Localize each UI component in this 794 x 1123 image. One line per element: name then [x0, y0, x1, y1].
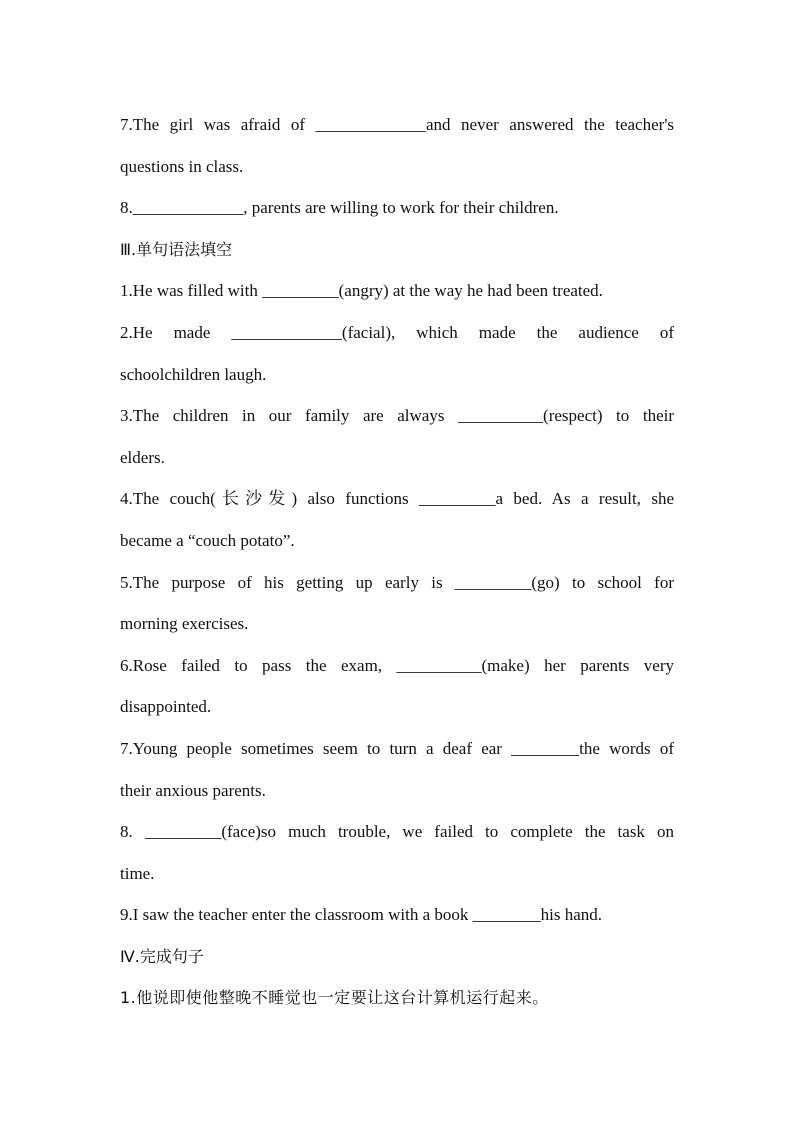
section-4-heading: Ⅳ.完成句子 [120, 946, 204, 966]
question-7-line-2: questions in class. [120, 156, 244, 176]
question-7-line-1: 7.The girl was afraid of _____________and never answered the teacher's [120, 115, 674, 134]
grammar-question-4-line-2: became a “couch potato”. [120, 530, 295, 550]
grammar-question-1: 1.He was filled with _________(angry) at the way he had been treated. [120, 281, 603, 301]
grammar-question-3-line-1: 3.The children in our family are always __________(respect) to their [120, 406, 674, 426]
exercise-content [120, 104, 674, 1019]
grammar-question-7-line-2: their anxious parents. [120, 780, 266, 800]
sentence-completion-1: 1.他说即使他整晚不睡觉也一定要让这台计算机运行起来。 [120, 988, 549, 1008]
section-3-heading: Ⅲ.单句语法填空 [120, 239, 233, 259]
grammar-question-5-line-2: morning exercises. [120, 614, 249, 634]
grammar-question-2-line-2: schoolchildren laugh. [120, 364, 267, 384]
grammar-question-6-line-2: disappointed. [120, 697, 212, 717]
grammar-question-3-line-2: elders. [120, 447, 165, 467]
grammar-question-9: 9.I saw the teacher enter the classroom with a book ________his hand. [120, 905, 603, 925]
grammar-question-8-line-2: time. [120, 863, 155, 883]
grammar-question-4-line-1: 4.The couch(长沙发) also functions _________a bed. As a result, she [120, 489, 674, 509]
grammar-question-6-line-1: 6.Rose failed to pass the exam, __________(make) her parents very [120, 655, 674, 675]
question-8-line-1: 8._____________, parents are willing to work for their children. [120, 198, 559, 218]
grammar-question-8-line-1: 8. _________(face)so much trouble, we failed to complete the task on [120, 822, 674, 842]
grammar-question-7-line-1: 7.Young people sometimes seem to turn a deaf ear ________the words of [120, 738, 674, 758]
grammar-question-5-line-1: 5.The purpose of his getting up early is _________(go) to school for [120, 572, 674, 592]
grammar-question-2-line-1: 2.He made _____________(facial), which made the audience of [120, 322, 674, 342]
